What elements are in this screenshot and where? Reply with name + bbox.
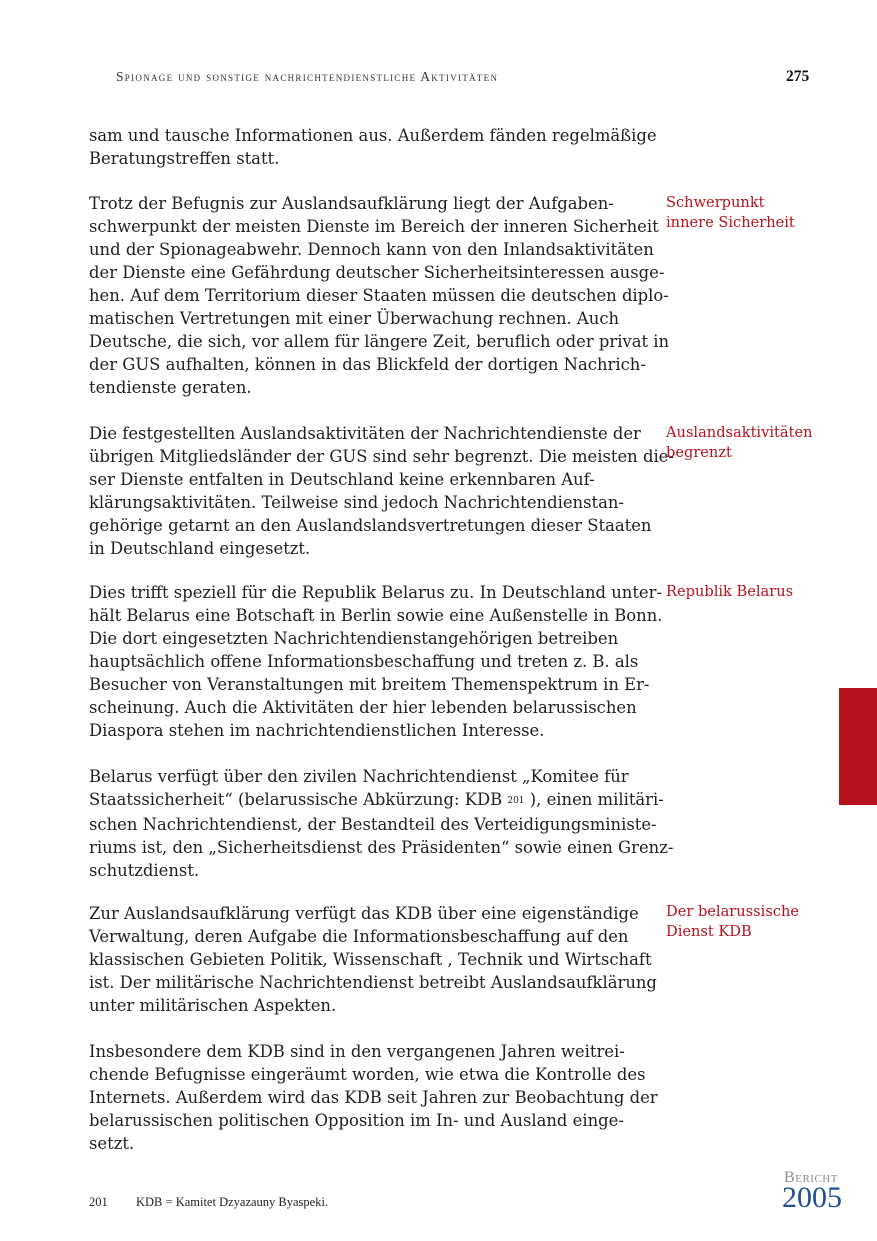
body-paragraph (89, 422, 674, 560)
brand-label: Bericht (784, 1169, 838, 1186)
text-line: Internets. Außerdem wird das KDB seit Jahren zur Beobachtung der (89, 1088, 658, 1107)
text-fragment: Staatssicherheit“ (belarussische Abkürzung: KDB (89, 790, 503, 809)
footnote (89, 1195, 328, 1210)
text-line: Beratungstreffen statt. (89, 149, 280, 168)
text-line: übrigen Mitgliedsländer der GUS sind sehr begrenzt. Die meisten die- (89, 447, 674, 466)
text-line: unter militärischen Aspekten. (89, 996, 337, 1015)
text-line: matischen Vertretungen mit einer Überwachung rechnen. Auch (89, 309, 620, 328)
text-line: hen. Auf dem Territorium dieser Staaten müssen die deutschen diplo- (89, 286, 669, 305)
text-line: Diaspora stehen im nachrichtendienstlichen Interesse. (89, 721, 545, 740)
footnote-reference[interactable]: 201 (507, 796, 525, 806)
page-number: 275 (786, 68, 810, 85)
text-line: hauptsächlich offene Informationsbeschaffung und treten z. B. als (89, 652, 639, 671)
text-line: setzt. (89, 1134, 135, 1153)
text-line: hält Belarus eine Botschaft in Berlin sowie eine Außenstelle in Bonn. (89, 606, 663, 625)
brand-year: 2005 (782, 1181, 842, 1214)
chapter-tab-marker (839, 688, 877, 805)
text-line: Dies trifft speziell für die Republik Belarus zu. In Deutschland unter- (89, 583, 663, 602)
text-line: in Deutschland eingesetzt. (89, 539, 311, 558)
text-line: Die dort eingesetzten Nachrichtendienstangehörigen betreiben (89, 629, 619, 648)
footnote-number: 201 (89, 1195, 108, 1209)
text-line: schen Nachrichtendienst, der Bestandteil des Verteidigungsministe- (89, 815, 657, 834)
margin-note-auslandsaktivitaeten (666, 423, 831, 463)
text-line: scheinung. Auch die Aktivitäten der hier lebenden belarussischen (89, 698, 637, 717)
text-line: Trotz der Befugnis zur Auslandsaufklärung liegt der Aufgaben- (89, 194, 614, 213)
margin-note-line: Schwerpunkt (666, 194, 765, 211)
text-line: der GUS aufhalten, können in das Blickfeld der dortigen Nachrich- (89, 355, 646, 374)
text-line: Besucher von Veranstaltungen mit breitem Themenspektrum in Er- (89, 675, 650, 694)
footnote-text: KDB = Kamitet Dzyazauny Byaspeki. (136, 1195, 329, 1209)
margin-note-line: Republik Belarus (666, 583, 794, 600)
body-paragraph (89, 902, 664, 1017)
margin-note-innere-sicherheit (666, 193, 831, 233)
text-line: schwerpunkt der meisten Dienste im Bereich der inneren Sicherheit (89, 217, 659, 236)
text-line: Belarus verfügt über den zivilen Nachrichtendienst „Komitee für (89, 767, 629, 786)
text-line: und der Spionageabwehr. Dennoch kann von den Inlandsaktivitäten (89, 240, 654, 259)
running-header-title: Spionage und sonstige nachrichtendienstliche Aktivitäten (116, 69, 499, 84)
text-line: Deutsche, die sich, vor allem für längere Zeit, beruflich oder privat in (89, 332, 670, 351)
margin-note-line: innere Sicherheit (666, 214, 795, 231)
margin-note-line: Auslandsaktivitäten (666, 424, 813, 441)
margin-note-line: Der belarussische (666, 903, 800, 920)
text-line: der Dienste eine Gefährdung deutscher Sicherheitsinteressen ausge- (89, 263, 665, 282)
margin-note-line: begrenzt (666, 444, 732, 461)
text-line: belarussischen politischen Opposition im In- und Ausland einge- (89, 1111, 624, 1130)
text-line: Zur Auslandsaufklärung verfügt das KDB über eine eigenständige (89, 904, 639, 923)
text-line: gehörige getarnt an den Auslandslandsvertretungen dieser Staaten (89, 516, 652, 535)
text-line: riums ist, den „Sicherheitsdienst des Präsidenten“ sowie einen Grenz- (89, 838, 674, 857)
text-line: chende Befugnisse eingeräumt worden, wie etwa die Kontrolle des (89, 1065, 646, 1084)
margin-note-republik-belarus (666, 582, 831, 602)
body-paragraph (89, 765, 674, 882)
text-line (89, 788, 664, 813)
text-line: Insbesondere dem KDB sind in den vergangenen Jahren weitrei- (89, 1042, 625, 1061)
text-line: Die festgestellten Auslandsaktivitäten der Nachrichtendienste der (89, 424, 641, 443)
text-line: ist. Der militärische Nachrichtendienst betreibt Auslandsaufklärung (89, 973, 657, 992)
body-paragraph (89, 124, 664, 170)
margin-note-dienst-kdb (666, 902, 831, 942)
body-paragraph (89, 581, 664, 742)
margin-note-line: Dienst KDB (666, 923, 752, 940)
body-paragraph (89, 192, 670, 399)
body-paragraph (89, 1040, 664, 1155)
text-line: klärungsaktivitäten. Teilweise sind jedoch Nachrichtendienstan- (89, 493, 624, 512)
text-line: ser Dienste entfalten in Deutschland keine erkennbaren Auf- (89, 470, 595, 489)
text-line: klassischen Gebieten Politik, Wissenschaft , Technik und Wirtschaft (89, 950, 652, 969)
text-fragment: ), einen militäri- (529, 790, 664, 809)
text-line: sam und tausche Informationen aus. Außerdem fänden regelmäßige (89, 126, 657, 145)
text-line: Verwaltung, deren Aufgabe die Informationsbeschaffung auf den (89, 927, 629, 946)
text-line: schutzdienst. (89, 861, 200, 880)
text-line: tendienste geraten. (89, 378, 252, 397)
